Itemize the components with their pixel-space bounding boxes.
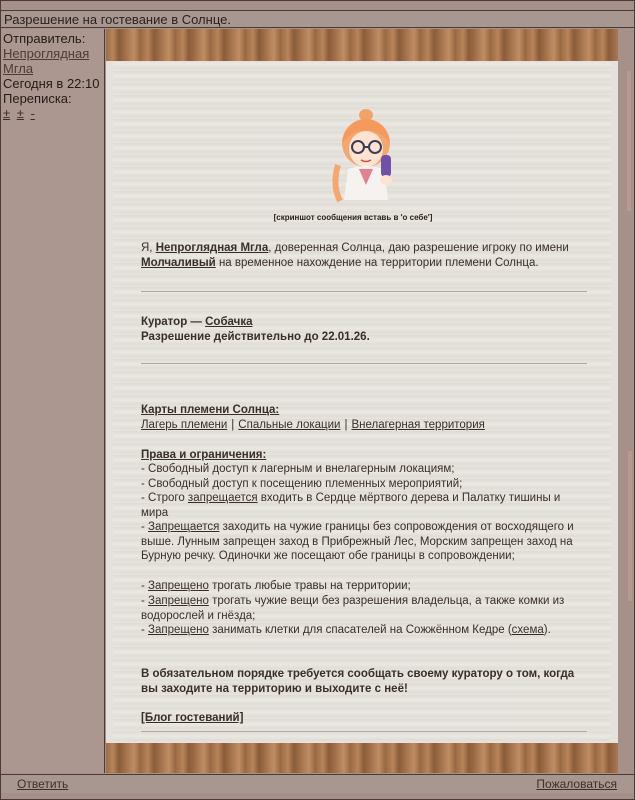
player-name-link[interactable]: Молчаливый <box>141 256 216 269</box>
rule6-forbidden: Запрещено <box>148 595 209 607</box>
curator-line <box>141 315 587 330</box>
character-avatar <box>326 105 406 205</box>
report-link[interactable]: Пожаловаться <box>536 777 617 791</box>
rule5-forbidden: Запрещено <box>148 580 209 592</box>
rule6-a: - <box>141 595 149 607</box>
rule-5 <box>141 579 587 594</box>
correspondence-label: Переписка: <box>3 91 72 106</box>
post-content <box>106 29 618 773</box>
divider-2 <box>141 363 587 364</box>
divider-3 <box>141 731 587 732</box>
rule-7 <box>141 623 587 638</box>
screenshot-caption: [скриншот сообщения вставь в 'о себе'] <box>273 213 433 222</box>
rule3-a: - Строго <box>141 492 188 504</box>
rule5-a: - <box>141 580 149 592</box>
curator-label: Куратор — <box>141 316 206 328</box>
rule4-b: заходить на чужие границы без сопровождения от восходящего и выше. Лунным запрещен заход в Прибрежный Лес, Морским запрещен заход на Бурную речку. Одиночки же посещают обе границы в сопровождении; <box>141 521 574 563</box>
rule7-forbidden: Запрещено <box>148 624 209 636</box>
divider-1 <box>141 291 587 292</box>
map-link-sleeping[interactable]: Спальные локации <box>238 419 341 431</box>
post-time: Сегодня в 22:10 <box>3 76 100 91</box>
curator-notice: В обязательном порядке требуется сообщать своему куратору о том, когда вы заходите на территорию и выходите с неё! <box>141 668 575 695</box>
rule5-b: трогать любые травы на территории; <box>208 580 411 592</box>
maps-title <box>141 403 587 418</box>
p1-text-c: на временное нахождение на территории племени Солнца. <box>215 256 539 269</box>
rule-6 <box>141 594 587 623</box>
author-name-link[interactable]: Непроглядная Мгла <box>155 242 269 254</box>
p1-text-a: Я, <box>141 242 156 254</box>
p1-text-b: , доверенная Солнца, даю разрешение игроку по имени <box>268 242 569 254</box>
rules-title-text: Права и ограничения: <box>141 449 267 461</box>
correspondence-marks <box>3 106 104 121</box>
rule4-forbidden: Запрещается <box>148 521 220 533</box>
mark-minus[interactable]: - <box>30 106 35 121</box>
rule6-b: трогать чужие вещи без разрешения владельца, а также комки из водорослей и гнёзда; <box>141 595 565 622</box>
rule3-forbidden: запрещается <box>187 492 258 504</box>
rules-title <box>141 448 587 463</box>
scheme-link[interactable]: схема <box>511 624 544 636</box>
sender-name-link[interactable]: Непроглядная Мгла <box>3 46 90 76</box>
rule7-a: - <box>141 624 149 636</box>
rule7-b: занимать клетки для спасателей на Сожжённом Кедре ( <box>208 624 512 636</box>
rule-4 <box>141 520 587 564</box>
reply-link[interactable]: Ответить <box>17 777 69 791</box>
sender-label: Отправитель: <box>3 31 86 46</box>
blog-link-line <box>141 711 587 726</box>
blog-link[interactable]: [Блог гостеваний] <box>141 712 244 724</box>
maps-title-text: Карты племени Солнца: <box>141 404 280 416</box>
rule4-a: - <box>141 521 149 533</box>
paper-background <box>113 61 611 743</box>
mark-plus-2[interactable]: ± <box>16 106 24 121</box>
map-link-camp[interactable]: Лагерь племени <box>141 419 228 431</box>
post-footer <box>1 774 634 793</box>
rule-2: - Свободный доступ к посещению племенных мероприятий; <box>141 478 463 490</box>
decorative-fern <box>627 71 631 211</box>
rule7-c: ). <box>543 624 551 636</box>
map-link-outside[interactable]: Внелагерная территория <box>351 419 485 431</box>
rule-1: - Свободный доступ к лагерным и внелагерным локациям; <box>141 463 455 475</box>
wood-border-bottom <box>106 743 618 773</box>
rule3-b: входить в Сердце мёртвого дерева и Палатку тишины и мира <box>141 492 561 519</box>
wood-border-top <box>106 29 618 61</box>
author-sidebar <box>1 29 105 773</box>
mark-plus-1[interactable]: ± <box>3 106 11 121</box>
post-title: Разрешение на гостевание в Солнце. <box>1 10 634 28</box>
curator-name-link[interactable]: Собачка <box>205 316 253 328</box>
rule-3 <box>141 491 587 520</box>
permission-paragraph <box>141 241 587 270</box>
maps-links: Лагерь племени | Спальные локации | Внелагерная территория <box>141 419 485 431</box>
decorative-fern <box>628 451 632 601</box>
valid-until: Разрешение действительно до 22.01.26. <box>141 331 370 343</box>
